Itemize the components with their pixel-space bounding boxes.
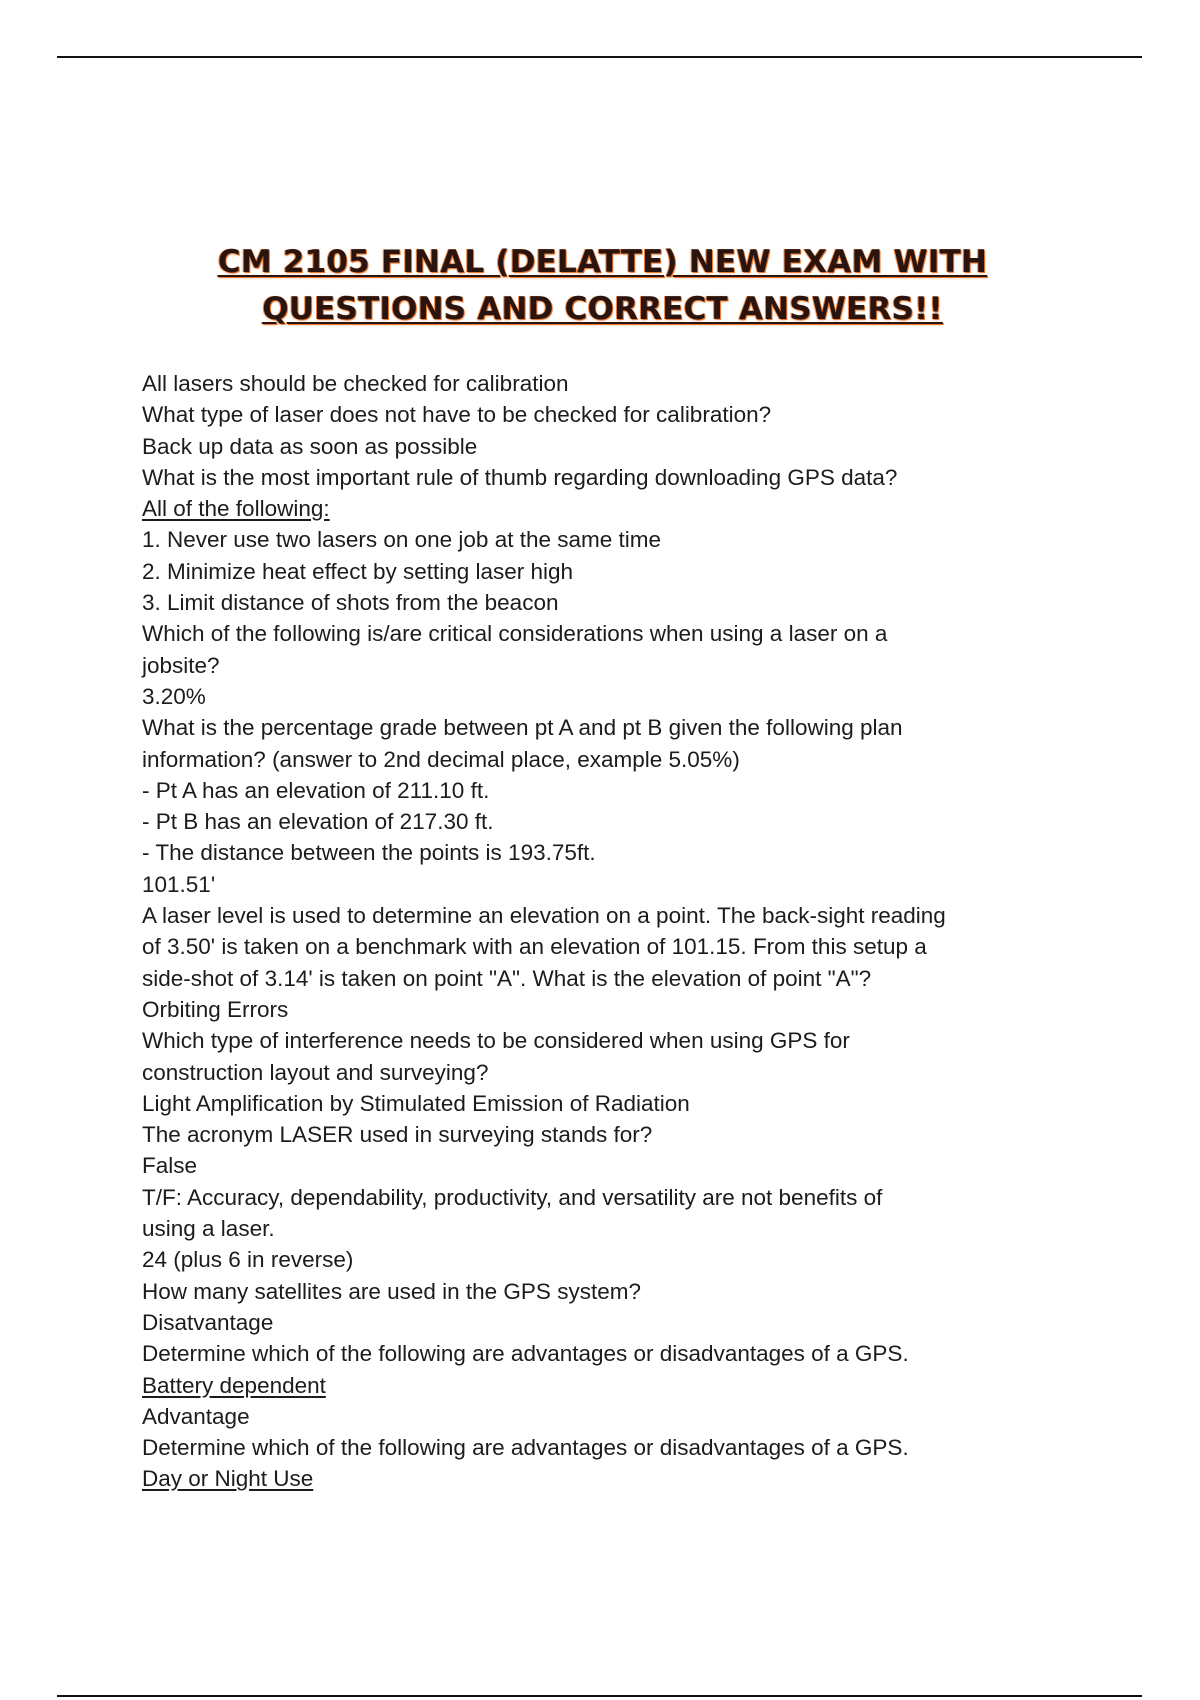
bottom-rule	[57, 1695, 1142, 1697]
qa-line: side-shot of 3.14' is taken on point "A". What is the elevation of point "A"?	[142, 965, 872, 991]
qa-line: All lasers should be checked for calibration	[142, 371, 569, 396]
qa-line: Orbiting Errors	[142, 996, 289, 1022]
qa-line: jobsite?	[142, 652, 220, 678]
qa-line: Which type of interference needs to be considered when using GPS for	[142, 1028, 850, 1054]
qa-line: of 3.50' is taken on a benchmark with an elevation of 101.15. From this setup a	[142, 934, 927, 960]
qa-line: What type of laser does not have to be checked for calibration?	[142, 402, 772, 428]
qa-line: Back up data as soon as possible	[142, 433, 478, 459]
qa-line: 3.20%	[142, 683, 206, 709]
qa-line: What is the percentage grade between pt A and pt B given the following plan	[142, 715, 903, 741]
qa-line: Light Amplification by Stimulated Emission of Radiation	[142, 1090, 690, 1116]
top-rule	[57, 56, 1142, 58]
qa-line: Determine which of the following are advantages or disadvantages of a GPS.	[142, 1435, 909, 1461]
title-line-2: QUESTIONS AND CORRECT ANSWERS!!	[262, 290, 943, 327]
qa-line: 2. Minimize heat effect by setting laser high	[142, 558, 574, 584]
qa-line: What is the most important rule of thumb regarding downloading GPS data?	[142, 464, 898, 490]
answer-underlined-line: Battery dependent	[142, 1372, 326, 1398]
qa-line: 3. Limit distance of shots from the beacon	[142, 590, 559, 616]
qa-line: - Pt B has an elevation of 217.30 ft.	[142, 809, 494, 835]
qa-line: T/F: Accuracy, dependability, productivity, and versatility are not benefits of	[142, 1184, 883, 1210]
qa-line: False	[142, 1153, 198, 1179]
qa-line: Advantage	[142, 1403, 250, 1429]
title-line-1: CM 2105 FINAL (DELATTE) NEW EXAM WITH	[217, 243, 988, 280]
qa-line: The acronym LASER used in surveying stands for?	[142, 1122, 653, 1148]
qa-line: 24 (plus 6 in reverse)	[142, 1247, 354, 1273]
qa-line: A laser level is used to determine an elevation on a point. The back-sight reading	[142, 903, 946, 929]
qa-line: 101.51'	[142, 871, 216, 897]
document-title	[0, 239, 1200, 333]
qa-line: 1. Never use two lasers on one job at the same time	[142, 527, 662, 553]
qa-line: using a laser.	[142, 1216, 275, 1242]
answer-underlined-line: All of the following:	[142, 496, 330, 522]
qa-line: How many satellites are used in the GPS system?	[142, 1278, 641, 1304]
qa-line: - The distance between the points is 193.75ft.	[142, 840, 596, 866]
answer-underlined-line: Day or Night Use	[142, 1466, 314, 1492]
qa-line: Determine which of the following are advantages or disadvantages of a GPS.	[142, 1341, 909, 1367]
qa-line: Which of the following is/are critical considerations when using a laser on a	[142, 621, 888, 647]
qa-line: information? (answer to 2nd decimal place, example 5.05%)	[142, 746, 740, 772]
qa-line: Disatvantage	[142, 1309, 274, 1335]
qa-line: - Pt A has an elevation of 211.10 ft.	[142, 777, 490, 803]
qa-line: construction layout and surveying?	[142, 1059, 489, 1085]
qa-content	[142, 368, 1082, 1495]
